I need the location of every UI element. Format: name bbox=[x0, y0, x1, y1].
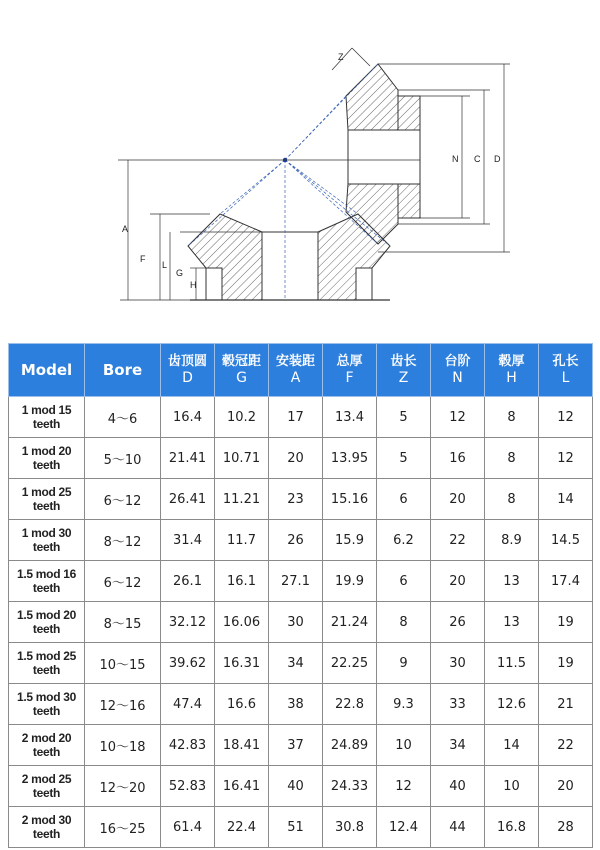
upper-gear-section bbox=[346, 64, 420, 244]
cell-model: 1.5 mod 30 teeth bbox=[9, 684, 85, 725]
cell-n: 26 bbox=[431, 602, 485, 643]
header-n: 台阶 N bbox=[431, 344, 485, 397]
header-a: 安装距 A bbox=[269, 344, 323, 397]
cell-z: 5 bbox=[377, 397, 431, 438]
cell-g: 10.71 bbox=[215, 438, 269, 479]
header-d: 齿顶圆 D bbox=[161, 344, 215, 397]
cell-g: 22.4 bbox=[215, 807, 269, 848]
header-f: 总厚 F bbox=[323, 344, 377, 397]
cell-g: 16.31 bbox=[215, 643, 269, 684]
bevel-gear-drawing bbox=[0, 0, 600, 320]
label-f: F bbox=[140, 254, 146, 264]
cell-l: 17.4 bbox=[539, 561, 593, 602]
table-row bbox=[9, 561, 593, 602]
cell-l: 28 bbox=[539, 807, 593, 848]
cell-d: 26.1 bbox=[161, 561, 215, 602]
cell-bore: 16～25 bbox=[85, 807, 161, 848]
cell-bore: 8～15 bbox=[85, 602, 161, 643]
cell-a: 23 bbox=[269, 479, 323, 520]
cell-f: 22.25 bbox=[323, 643, 377, 684]
cell-l: 22 bbox=[539, 725, 593, 766]
cell-a: 26 bbox=[269, 520, 323, 561]
cell-a: 37 bbox=[269, 725, 323, 766]
table-header-row bbox=[9, 344, 593, 397]
cell-a: 40 bbox=[269, 766, 323, 807]
cell-h: 13 bbox=[485, 602, 539, 643]
cell-bore: 6～12 bbox=[85, 479, 161, 520]
cell-bore: 10～18 bbox=[85, 725, 161, 766]
spec-table bbox=[8, 343, 593, 848]
cell-model: 1 mod 20 teeth bbox=[9, 438, 85, 479]
table-row bbox=[9, 397, 593, 438]
cell-z: 8 bbox=[377, 602, 431, 643]
cell-bore: 12～20 bbox=[85, 766, 161, 807]
cell-h: 8 bbox=[485, 397, 539, 438]
table-row bbox=[9, 684, 593, 725]
cell-model: 1 mod 15 teeth bbox=[9, 397, 85, 438]
header-l: 孔长 L bbox=[539, 344, 593, 397]
header-z: 齿长 Z bbox=[377, 344, 431, 397]
label-n: N bbox=[452, 154, 459, 164]
table-row bbox=[9, 766, 593, 807]
cell-a: 27.1 bbox=[269, 561, 323, 602]
label-a: A bbox=[122, 224, 129, 234]
cell-h: 8 bbox=[485, 438, 539, 479]
cell-z: 9 bbox=[377, 643, 431, 684]
cell-z: 12.4 bbox=[377, 807, 431, 848]
cell-g: 11.7 bbox=[215, 520, 269, 561]
cell-model: 2 mod 25 teeth bbox=[9, 766, 85, 807]
cell-z: 5 bbox=[377, 438, 431, 479]
label-g: G bbox=[176, 268, 184, 278]
cell-f: 13.4 bbox=[323, 397, 377, 438]
cell-h: 10 bbox=[485, 766, 539, 807]
cell-g: 10.2 bbox=[215, 397, 269, 438]
cell-l: 19 bbox=[539, 643, 593, 684]
table-body bbox=[9, 397, 593, 848]
cell-model: 1 mod 25 teeth bbox=[9, 479, 85, 520]
cell-f: 30.8 bbox=[323, 807, 377, 848]
cell-model: 1.5 mod 25 teeth bbox=[9, 643, 85, 684]
cell-z: 12 bbox=[377, 766, 431, 807]
cell-z: 6 bbox=[377, 479, 431, 520]
label-d: D bbox=[494, 154, 501, 164]
cell-bore: 6～12 bbox=[85, 561, 161, 602]
cell-a: 34 bbox=[269, 643, 323, 684]
cell-a: 17 bbox=[269, 397, 323, 438]
cell-z: 9.3 bbox=[377, 684, 431, 725]
cell-d: 39.62 bbox=[161, 643, 215, 684]
label-l: L bbox=[162, 260, 168, 270]
table-row bbox=[9, 807, 593, 848]
cell-model: 2 mod 30 teeth bbox=[9, 807, 85, 848]
cell-d: 32.12 bbox=[161, 602, 215, 643]
cell-d: 52.83 bbox=[161, 766, 215, 807]
cell-bore: 10～15 bbox=[85, 643, 161, 684]
cell-n: 44 bbox=[431, 807, 485, 848]
cell-f: 24.33 bbox=[323, 766, 377, 807]
cell-g: 16.41 bbox=[215, 766, 269, 807]
cell-model: 1.5 mod 20 teeth bbox=[9, 602, 85, 643]
table-row bbox=[9, 520, 593, 561]
cell-d: 31.4 bbox=[161, 520, 215, 561]
cell-n: 22 bbox=[431, 520, 485, 561]
label-c: C bbox=[474, 154, 481, 164]
cell-g: 16.1 bbox=[215, 561, 269, 602]
cell-a: 38 bbox=[269, 684, 323, 725]
cell-d: 16.4 bbox=[161, 397, 215, 438]
cell-l: 19 bbox=[539, 602, 593, 643]
cell-h: 13 bbox=[485, 561, 539, 602]
cell-g: 11.21 bbox=[215, 479, 269, 520]
cell-bore: 12～16 bbox=[85, 684, 161, 725]
header-bore: Bore bbox=[85, 344, 161, 397]
cell-bore: 8～12 bbox=[85, 520, 161, 561]
label-h: H bbox=[190, 280, 197, 290]
cell-z: 10 bbox=[377, 725, 431, 766]
cell-n: 33 bbox=[431, 684, 485, 725]
header-h: 毂厚 H bbox=[485, 344, 539, 397]
cell-g: 16.06 bbox=[215, 602, 269, 643]
cell-f: 19.9 bbox=[323, 561, 377, 602]
cell-f: 21.24 bbox=[323, 602, 377, 643]
cell-n: 20 bbox=[431, 561, 485, 602]
table-row bbox=[9, 438, 593, 479]
cell-f: 15.9 bbox=[323, 520, 377, 561]
cell-d: 42.83 bbox=[161, 725, 215, 766]
cell-l: 14 bbox=[539, 479, 593, 520]
cell-n: 12 bbox=[431, 397, 485, 438]
table-row bbox=[9, 643, 593, 684]
cell-l: 21 bbox=[539, 684, 593, 725]
table-row bbox=[9, 479, 593, 520]
cell-l: 20 bbox=[539, 766, 593, 807]
table-row bbox=[9, 602, 593, 643]
cell-n: 20 bbox=[431, 479, 485, 520]
cell-h: 16.8 bbox=[485, 807, 539, 848]
cell-a: 20 bbox=[269, 438, 323, 479]
cell-d: 21.41 bbox=[161, 438, 215, 479]
table-row bbox=[9, 725, 593, 766]
cell-d: 61.4 bbox=[161, 807, 215, 848]
cell-model: 2 mod 20 teeth bbox=[9, 725, 85, 766]
header-g: 毂冠距 G bbox=[215, 344, 269, 397]
lower-gear-section bbox=[188, 214, 390, 300]
cell-g: 18.41 bbox=[215, 725, 269, 766]
cell-n: 40 bbox=[431, 766, 485, 807]
header-model: Model bbox=[9, 344, 85, 397]
cell-l: 12 bbox=[539, 397, 593, 438]
cell-f: 22.8 bbox=[323, 684, 377, 725]
cell-h: 8.9 bbox=[485, 520, 539, 561]
cell-a: 51 bbox=[269, 807, 323, 848]
cell-h: 12.6 bbox=[485, 684, 539, 725]
cell-f: 24.89 bbox=[323, 725, 377, 766]
cell-d: 47.4 bbox=[161, 684, 215, 725]
cell-a: 30 bbox=[269, 602, 323, 643]
cell-d: 26.41 bbox=[161, 479, 215, 520]
cell-f: 15.16 bbox=[323, 479, 377, 520]
cell-z: 6 bbox=[377, 561, 431, 602]
cell-z: 6.2 bbox=[377, 520, 431, 561]
cell-h: 11.5 bbox=[485, 643, 539, 684]
cell-h: 14 bbox=[485, 725, 539, 766]
cell-bore: 5～10 bbox=[85, 438, 161, 479]
cell-n: 30 bbox=[431, 643, 485, 684]
cell-bore: 4～6 bbox=[85, 397, 161, 438]
cell-model: 1 mod 30 teeth bbox=[9, 520, 85, 561]
cell-n: 16 bbox=[431, 438, 485, 479]
cell-f: 13.95 bbox=[323, 438, 377, 479]
cell-l: 14.5 bbox=[539, 520, 593, 561]
cell-n: 34 bbox=[431, 725, 485, 766]
label-z: Z bbox=[338, 52, 344, 62]
cell-h: 8 bbox=[485, 479, 539, 520]
cell-l: 12 bbox=[539, 438, 593, 479]
cell-model: 1.5 mod 16 teeth bbox=[9, 561, 85, 602]
cell-g: 16.6 bbox=[215, 684, 269, 725]
